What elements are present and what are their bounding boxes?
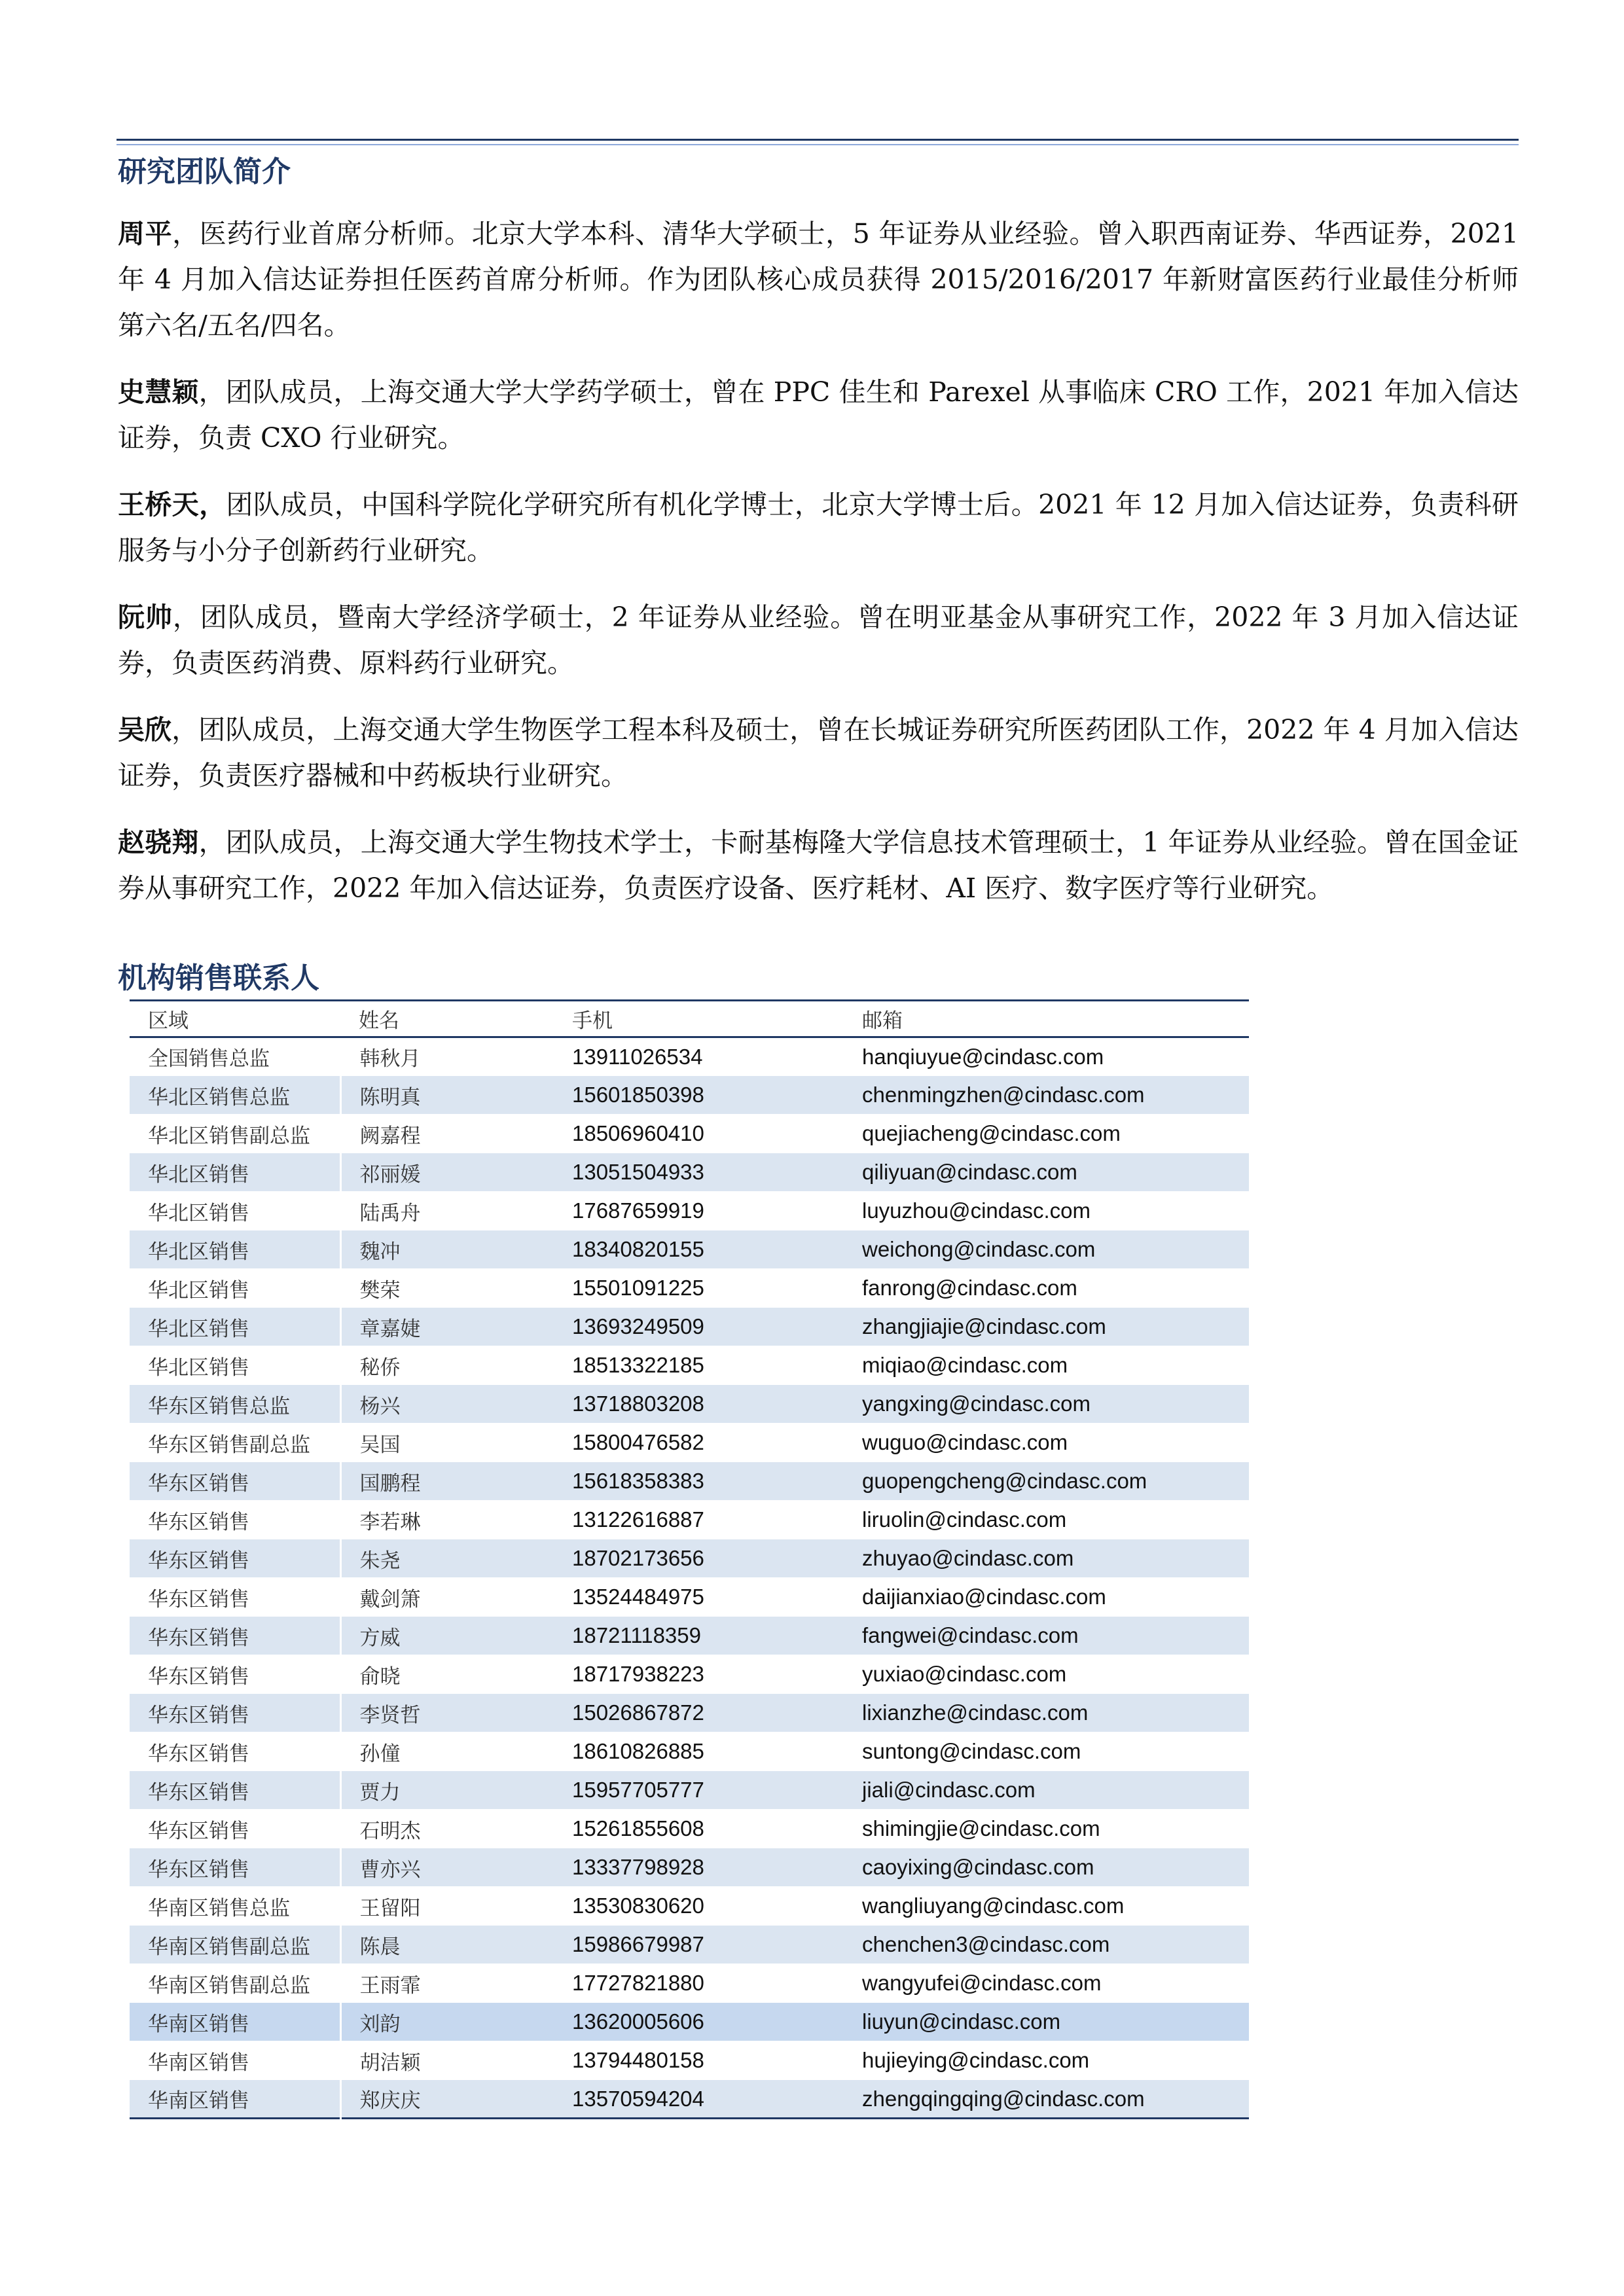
cell-phone: 13570594204 xyxy=(572,2086,704,2111)
cell-email: yangxing@cindasc.com xyxy=(862,1391,1091,1416)
cell-region: 华东区销售总监 xyxy=(148,1394,290,1418)
table-row xyxy=(130,1269,1249,1308)
cell-email: guopengcheng@cindasc.com xyxy=(862,1469,1147,1493)
table-row xyxy=(130,1230,1249,1269)
cell-phone: 13911026534 xyxy=(572,1044,703,1069)
cell-email: miqiao@cindasc.com xyxy=(862,1353,1068,1377)
cell-phone: 18340820155 xyxy=(572,1237,704,1261)
cell-email: shimingjie@cindasc.com xyxy=(862,1816,1100,1840)
cell-email: fangwei@cindasc.com xyxy=(862,1623,1079,1647)
cell-name: 阙嘉程 xyxy=(340,1115,554,1153)
cell-phone: 18513322185 xyxy=(572,1353,704,1377)
bio-text: ，团队成员，上海交通大学大学药学硕士，曾在 PPC 佳生和 Parexel 从事临床 CRO 工作，2021 年加入信达证券，负责 CXO 行业研究。 xyxy=(118,376,1519,454)
team-bio xyxy=(118,211,1519,348)
cell-name: 王留阳 xyxy=(340,1887,554,1926)
table-row xyxy=(130,1192,1249,1230)
table-row xyxy=(130,2003,1249,2041)
cell-phone: 18717938223 xyxy=(572,1662,704,1686)
cell-name: 魏冲 xyxy=(340,1230,554,1269)
table-row xyxy=(130,2041,1249,2080)
cell-phone: 13337798928 xyxy=(572,1855,704,1879)
cell-email: liruolin@cindasc.com xyxy=(862,1507,1067,1532)
table-row xyxy=(130,1076,1249,1115)
table-row xyxy=(130,1617,1249,1655)
cell-phone: 13051504933 xyxy=(572,1160,704,1184)
team-section-title: 研究团队简介 xyxy=(118,155,291,188)
cell-region: 华南区销售副总监 xyxy=(148,1935,310,1959)
bio-name: 吴欣 xyxy=(118,714,172,745)
cell-region: 华东区销售 xyxy=(148,1703,249,1727)
sales-section-title: 机构销售联系人 xyxy=(118,961,319,995)
cell-phone: 15601850398 xyxy=(572,1083,704,1107)
team-bio xyxy=(118,594,1519,686)
bio-name: 史慧颖 xyxy=(118,376,199,408)
cell-email: zhuyao@cindasc.com xyxy=(862,1546,1074,1570)
table-row xyxy=(130,1346,1249,1385)
table-row xyxy=(130,1308,1249,1346)
cell-name: 方威 xyxy=(340,1617,554,1655)
cell-email: zhangjiajie@cindasc.com xyxy=(862,1314,1106,1338)
table-row xyxy=(130,1810,1249,1848)
column-header-name: 姓名 xyxy=(340,1001,554,1037)
team-bio xyxy=(118,482,1519,573)
sales-contacts-table xyxy=(130,999,1249,2119)
cell-region: 华北区销售副总监 xyxy=(148,1124,310,1148)
cell-name: 陈明真 xyxy=(340,1076,554,1115)
table-row xyxy=(130,1462,1249,1501)
cell-email: wangyufei@cindasc.com xyxy=(862,1971,1102,1995)
cell-phone: 17727821880 xyxy=(572,1971,704,1995)
cell-name: 贾力 xyxy=(340,1771,554,1810)
cell-name: 郑庆庆 xyxy=(340,2080,554,2119)
cell-name: 李若琳 xyxy=(340,1501,554,1539)
cell-phone: 13693249509 xyxy=(572,1314,704,1338)
table-row xyxy=(130,1732,1249,1771)
cell-name: 刘韵 xyxy=(340,2003,554,2041)
cell-phone: 13794480158 xyxy=(572,2048,704,2072)
cell-name: 陆禹舟 xyxy=(340,1192,554,1230)
cell-phone: 15261855608 xyxy=(572,1816,704,1840)
table-row xyxy=(130,1115,1249,1153)
column-header-email: 邮箱 xyxy=(844,1001,1249,1037)
cell-region: 华南区销售副总监 xyxy=(148,1973,310,1998)
cell-email: quejiacheng@cindasc.com xyxy=(862,1121,1121,1145)
cell-name: 章嘉婕 xyxy=(340,1308,554,1346)
cell-region: 华东区销售 xyxy=(148,1857,249,1882)
table-row xyxy=(130,1539,1249,1578)
cell-phone: 13718803208 xyxy=(572,1391,704,1416)
table-row xyxy=(130,1771,1249,1810)
cell-phone: 13620005606 xyxy=(572,2009,704,2034)
table-header-row xyxy=(130,1001,1249,1037)
cell-email: hujieying@cindasc.com xyxy=(862,2048,1090,2072)
cell-name: 俞晓 xyxy=(340,1655,554,1694)
cell-phone: 18702173656 xyxy=(572,1546,704,1570)
cell-name: 祁丽媛 xyxy=(340,1153,554,1192)
cell-email: zhengqingqing@cindasc.com xyxy=(862,2086,1145,2111)
cell-email: yuxiao@cindasc.com xyxy=(862,1662,1067,1686)
team-bio xyxy=(118,819,1519,911)
cell-name: 石明杰 xyxy=(340,1810,554,1848)
cell-name: 胡洁颖 xyxy=(340,2041,554,2080)
cell-phone: 15026867872 xyxy=(572,1700,704,1725)
cell-name: 孙僮 xyxy=(340,1732,554,1771)
team-bio xyxy=(118,707,1519,798)
cell-phone: 13530830620 xyxy=(572,1893,704,1918)
cell-region: 华北区销售 xyxy=(148,1355,249,1380)
cell-email: qiliyuan@cindasc.com xyxy=(862,1160,1077,1184)
cell-email: jiali@cindasc.com xyxy=(862,1778,1036,1802)
cell-phone: 18506960410 xyxy=(572,1121,704,1145)
table-row xyxy=(130,1424,1249,1462)
cell-region: 华南区销售总监 xyxy=(148,1896,290,1920)
cell-email: hanqiuyue@cindasc.com xyxy=(862,1044,1104,1069)
team-bio xyxy=(118,369,1519,461)
cell-email: fanrong@cindasc.com xyxy=(862,1276,1077,1300)
cell-name: 秘侨 xyxy=(340,1346,554,1385)
cell-region: 华东区销售 xyxy=(148,1664,249,1689)
cell-name: 杨兴 xyxy=(340,1385,554,1424)
cell-email: suntong@cindasc.com xyxy=(862,1739,1081,1763)
table-row xyxy=(130,1848,1249,1887)
table-row xyxy=(130,1578,1249,1617)
bio-name: 周平 xyxy=(118,218,173,249)
cell-email: wuguo@cindasc.com xyxy=(862,1430,1068,1454)
table-row xyxy=(130,1887,1249,1926)
cell-phone: 18721118359 xyxy=(572,1623,701,1647)
cell-phone: 17687659919 xyxy=(572,1198,704,1223)
cell-email: caoyixing@cindasc.com xyxy=(862,1855,1094,1879)
cell-phone: 15986679987 xyxy=(572,1932,704,1956)
cell-region: 华东区销售 xyxy=(148,1471,249,1496)
cell-region: 华东区销售 xyxy=(148,1587,249,1611)
cell-region: 华北区销售 xyxy=(148,1240,249,1264)
cell-email: liuyun@cindasc.com xyxy=(862,2009,1061,2034)
bio-name: 赵骁翔 xyxy=(118,827,199,858)
cell-phone: 15800476582 xyxy=(572,1430,704,1454)
cell-region: 华东区销售 xyxy=(148,1626,249,1650)
bio-text: 团队成员，中国科学院化学研究所有机化学博士，北京大学博士后。2021 年 12 月加入信达证券，负责科研服务与小分子创新药行业研究。 xyxy=(118,489,1519,566)
cell-phone: 15957705777 xyxy=(572,1778,704,1802)
cell-email: luyuzhou@cindasc.com xyxy=(862,1198,1091,1223)
bio-text: ，团队成员，暨南大学经济学硕士，2 年证券从业经验。曾在明亚基金从事研究工作，2022 年 3 月加入信达证券，负责医药消费、原料药行业研究。 xyxy=(118,601,1519,679)
cell-region: 华东区销售副总监 xyxy=(148,1433,310,1457)
cell-phone: 13122616887 xyxy=(572,1507,704,1532)
bio-text: ，团队成员，上海交通大学生物技术学士，卡耐基梅隆大学信息技术管理硕士，1 年证券从业经验。曾在国金证券从事研究工作，2022 年加入信达证券，负责医疗设备、医疗耗材、AI 医疗、数字医疗等行业研究。 xyxy=(118,827,1519,904)
cell-region: 华南区销售 xyxy=(148,2012,249,2036)
cell-region: 华南区销售 xyxy=(148,2051,249,2075)
cell-name: 国鹏程 xyxy=(340,1462,554,1501)
table-row xyxy=(130,1655,1249,1694)
cell-region: 全国销售总监 xyxy=(148,1047,270,1071)
cell-region: 华南区销售 xyxy=(148,2089,249,2113)
cell-name: 曹亦兴 xyxy=(340,1848,554,1887)
bio-name: 王桥天， xyxy=(118,489,226,520)
cell-region: 华东区销售 xyxy=(148,1742,249,1766)
cell-name: 王雨霏 xyxy=(340,1964,554,2003)
cell-name: 朱尧 xyxy=(340,1539,554,1578)
cell-name: 韩秋月 xyxy=(340,1037,554,1076)
cell-name: 戴剑箫 xyxy=(340,1578,554,1617)
cell-phone: 15501091225 xyxy=(572,1276,704,1300)
table-row xyxy=(130,1501,1249,1539)
table-row xyxy=(130,1926,1249,1964)
bio-text: ，团队成员，上海交通大学生物医学工程本科及硕士，曾在长城证券研究所医药团队工作，2022 年 4 月加入信达证券，负责医疗器械和中药板块行业研究。 xyxy=(118,714,1519,791)
table-row xyxy=(130,2080,1249,2119)
header-rule xyxy=(117,139,1519,141)
cell-name: 樊荣 xyxy=(340,1269,554,1308)
table-row xyxy=(130,1694,1249,1732)
table-row xyxy=(130,1153,1249,1192)
cell-name: 陈晨 xyxy=(340,1926,554,1964)
bio-name: 阮帅 xyxy=(118,601,173,633)
cell-email: daijianxiao@cindasc.com xyxy=(862,1585,1106,1609)
cell-email: weichong@cindasc.com xyxy=(862,1237,1096,1261)
table-row xyxy=(130,1385,1249,1424)
cell-region: 华东区销售 xyxy=(148,1819,249,1843)
column-header-phone: 手机 xyxy=(554,1001,844,1037)
cell-email: chenmingzhen@cindasc.com xyxy=(862,1083,1145,1107)
cell-email: chenchen3@cindasc.com xyxy=(862,1932,1110,1956)
cell-region: 华北区销售 xyxy=(148,1201,249,1225)
cell-name: 吴国 xyxy=(340,1424,554,1462)
bio-text: ，医药行业首席分析师。北京大学本科、清华大学硕士，5 年证券从业经验。曾入职西南证券、华西证券，2021 年 4 月加入信达证券担任医药首席分析师。作为团队核心成员获得 2015/2016/2017 年新财富医药行业最佳分析师第六名/五名/四名。 xyxy=(118,218,1519,341)
cell-region: 华北区销售 xyxy=(148,1162,249,1187)
cell-region: 华东区销售 xyxy=(148,1780,249,1804)
team-bios xyxy=(118,211,1519,932)
cell-region: 华东区销售 xyxy=(148,1510,249,1534)
cell-region: 华北区销售 xyxy=(148,1278,249,1302)
column-header-region: 区域 xyxy=(130,1001,340,1037)
header-rule-thin xyxy=(117,144,1519,145)
cell-region: 华东区销售 xyxy=(148,1549,249,1573)
cell-phone: 13524484975 xyxy=(572,1585,704,1609)
cell-email: lixianzhe@cindasc.com xyxy=(862,1700,1089,1725)
cell-region: 华北区销售 xyxy=(148,1317,249,1341)
cell-region: 华北区销售总监 xyxy=(148,1085,290,1109)
sales-table-body xyxy=(130,1037,1249,2119)
table-row xyxy=(130,1037,1249,1076)
table-row xyxy=(130,1964,1249,2003)
cell-name: 李贤哲 xyxy=(340,1694,554,1732)
cell-phone: 18610826885 xyxy=(572,1739,704,1763)
cell-phone: 15618358383 xyxy=(572,1469,704,1493)
cell-email: wangliuyang@cindasc.com xyxy=(862,1893,1125,1918)
